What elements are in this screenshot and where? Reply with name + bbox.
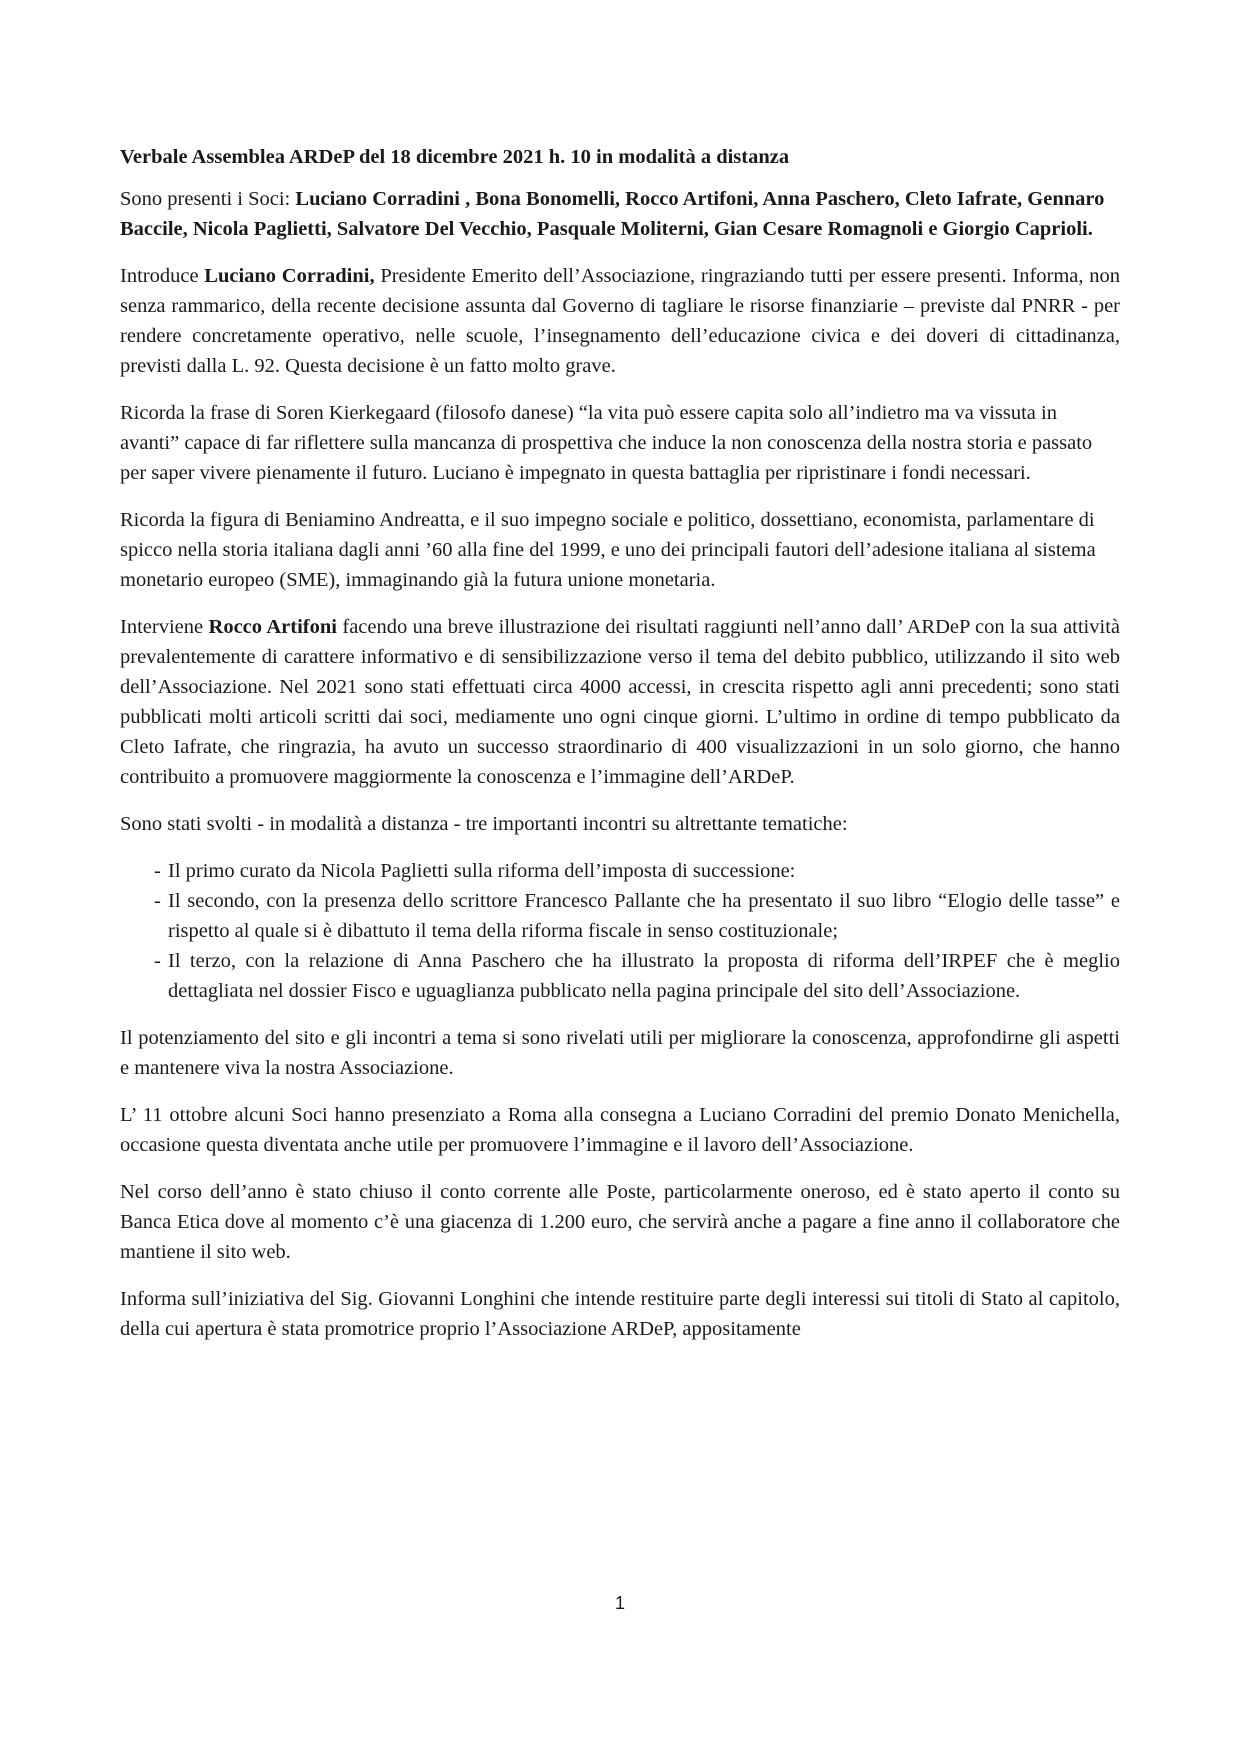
list-item: [120, 946, 1120, 1006]
dash-bullet: -: [154, 860, 161, 882]
meetings-list: [120, 856, 1120, 1006]
artifoni-text: facendo una breve illustrazione dei risultati raggiunti nell’anno dall’ ARDeP con la sua attività prevalentemente di carattere informativo e di sensibilizzazione verso il tema del debito pubblico, utilizzando il sito web dell’Associazione. Nel 2021 sono stati effettuati circa 4000 accessi, in crescita rispetto agli anni precedenti; sono stati pubblicati molti articoli scritti dai soci, mediamente uno ogni cinque giorni. L’ultimo in ordine di tempo pubblicato da Cleto Iafrate, che ringrazia, ha avuto un successo straordinario di 400 visualizzazioni in un solo giorno, che hanno contribuito a promuovere maggiormente la conoscenza e l’immagine dell’ARDeP.: [120, 616, 1120, 788]
potenziamento-paragraph: Il potenziamento del sito e gli incontri a tema si sono rivelati utili per migliorare la conoscenza, approfondirne gli aspetti e mantenere viva la nostra Associazione.: [120, 1027, 1120, 1079]
list-item: [120, 856, 1120, 886]
list-item: [120, 886, 1120, 946]
list-item-text: Il terzo, con la relazione di Anna Paschero che ha illustrato la proposta di riforma dell’IRPEF che è meglio dettagliata nel dossier Fisco e uguaglianza pubblicato nella pagina principale del sito dell’Associazione.: [168, 950, 1120, 1002]
artifoni-paragraph: [120, 612, 1120, 792]
andreatta-paragraph: Ricorda la figura di Beniamino Andreatta, e il suo impegno sociale e politico, dossettiano, economista, parlamentare di spicco nella storia italiana dagli anni ’60 alla fine del 1999, e uno dei principali fautori dell’adesione italiana al sistema monetario europeo (SME), immaginando già la futura unione monetaria.: [120, 509, 1096, 591]
kierkegaard-paragraph: Ricorda la frase di Soren Kierkegaard (filosofo danese) “la vita può essere capita solo all’indietro ma va vissuta in avanti” capace di far riflettere sulla mancanza di prospettiva che induce la non conoscenza della nostra storia e passato per saper vivere pienamente il futuro. Luciano è impegnato in questa battaglia per ripristinare i fondi necessari.: [120, 402, 1093, 484]
page-number: 1: [614, 1593, 625, 1613]
intro-text: Presidente Emerito dell’Associazione, ringraziando tutti per essere presenti. Informa, non senza rammarico, della recente decisione assunta dal Governo di tagliare le risorse finanziarie – previste dal PNRR - per rendere concretamente operativo, nelle scuole, l’insegnamento dell’educazione civica e dei doveri di cittadinanza, previsti dalla L. 92. Questa decisione è un fatto molto grave.: [120, 265, 1121, 377]
attendees-names: Luciano Corradini , Bona Bonomelli, Rocco Artifoni, Anna Paschero, Cleto Iafrate, Gennaro Baccile, Nicola Paglietti, Salvatore Del Vecchio, Pasquale Moliterni, Gian Cesare Romagnoli e Giorgio Caprioli.: [120, 188, 1105, 240]
attendees-prefix: Sono presenti i Soci:: [120, 188, 296, 210]
document-body: [120, 142, 1120, 1361]
ottobre-paragraph: L’ 11 ottobre alcuni Soci hanno presenziato a Roma alla consegna a Luciano Corradini del premio Donato Menichella, occasione questa diventata anche utile per promuovere l’immagine e il lavoro dell’Associazione.: [120, 1104, 1120, 1156]
intro-paragraph: [120, 261, 1120, 381]
document-title: Verbale Assemblea ARDeP del 18 dicembre 2021 h. 10 in modalità a distanza: [120, 146, 790, 168]
artifoni-prefix: Interviene: [120, 616, 209, 638]
dash-bullet: -: [154, 950, 161, 972]
dash-bullet: -: [154, 890, 161, 912]
conto-paragraph: Nel corso dell’anno è stato chiuso il conto corrente alle Poste, particolarmente oneroso, ed è stato aperto il conto su Banca Etica dove al momento c’è una giacenza di 1.200 euro, che servirà anche a pagare a fine anno il collaboratore che mantiene il sito web.: [120, 1181, 1120, 1263]
list-item-text: Il secondo, con la presenza dello scrittore Francesco Pallante che ha presentato il suo libro “Elogio delle tasse” e rispetto al quale si è dibattuto il tema della riforma fiscale in senso costituzionale;: [168, 890, 1120, 942]
intro-prefix: Introduce: [120, 265, 205, 287]
longhini-paragraph: Informa sull’iniziativa del Sig. Giovanni Longhini che intende restituire parte degli interessi sui titoli di Stato al capitolo, della cui apertura è stata promotrice proprio l’Associazione ARDeP, appositamente: [120, 1288, 1120, 1340]
list-item-text: Il primo curato da Nicola Paglietti sulla riforma dell’imposta di successione:: [168, 860, 796, 882]
meetings-intro: Sono stati svolti - in modalità a distanza - tre importanti incontri su altrettante tematiche:: [120, 813, 848, 835]
attendees-paragraph: [120, 184, 1120, 244]
artifoni-name: Rocco Artifoni: [208, 616, 337, 638]
intro-name: Luciano Corradini,: [204, 265, 375, 287]
